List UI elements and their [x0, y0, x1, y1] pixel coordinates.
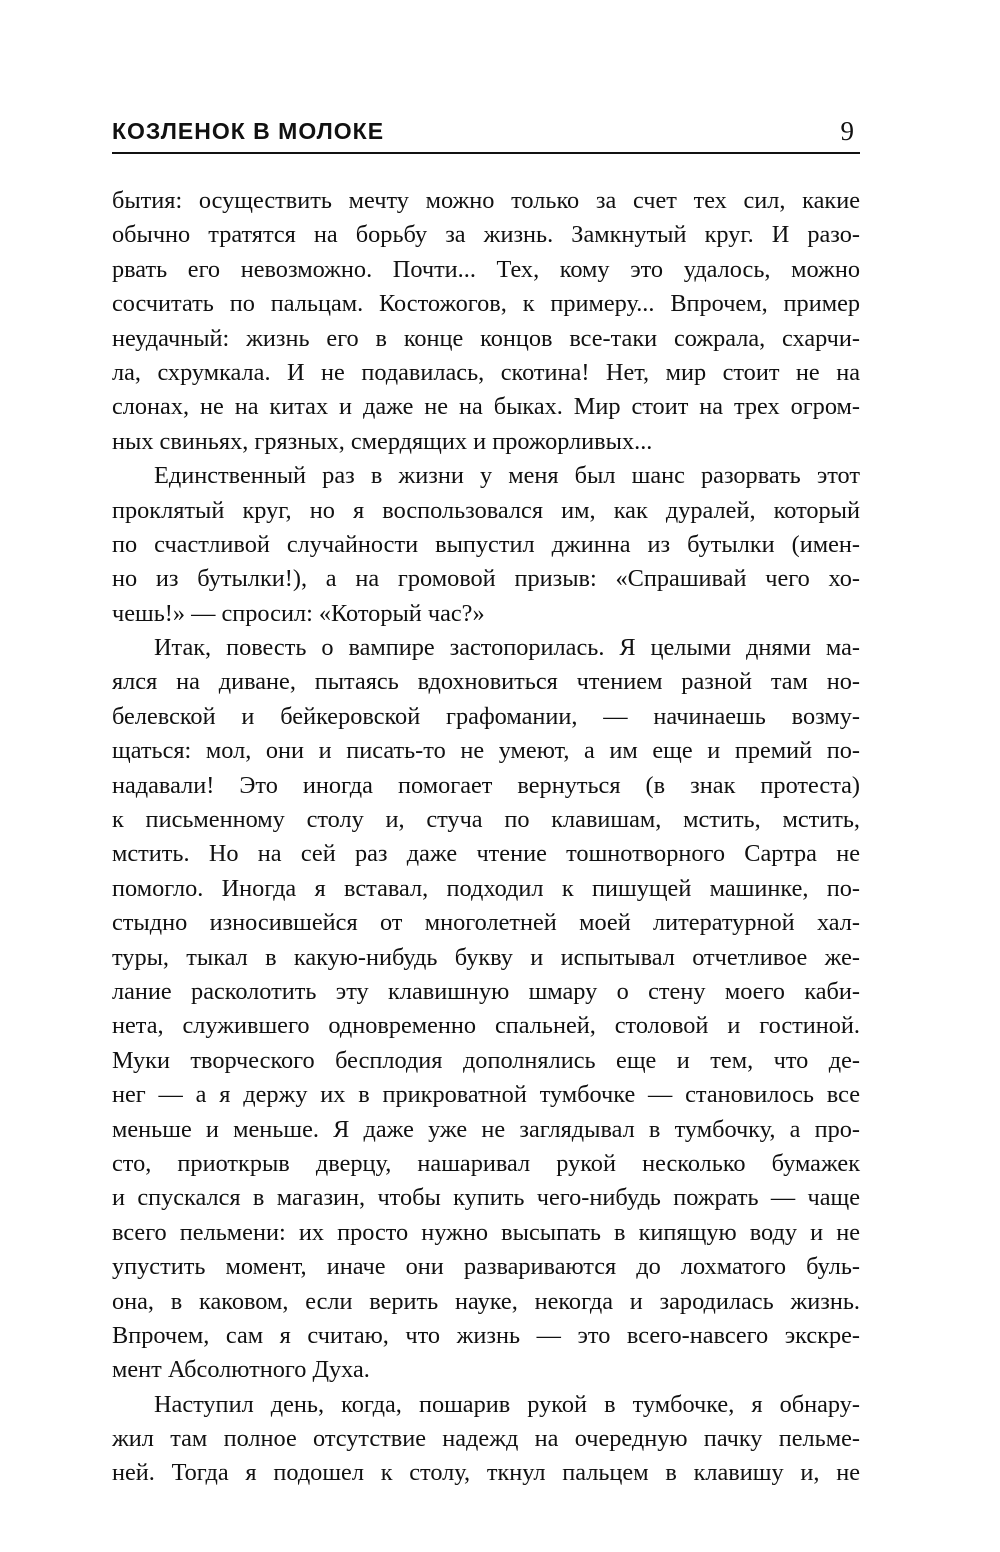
text-line: жил там полное отсутствие надежд на очередную пачку пельме- — [112, 1425, 860, 1453]
text-line: по счастливой случайности выпустил джинна из бутылки (имен- — [112, 530, 860, 558]
page-number: 9 — [840, 116, 854, 146]
text-line: неудачный: жизнь его в конце концов все-таки сожрала, схарчи- — [112, 324, 860, 352]
text-line: лание расколотить эту клавишную шмару о стену моего каби- — [112, 977, 860, 1005]
paragraph — [112, 184, 860, 459]
text-line: упустить момент, иначе они развариваются до лохматого буль- — [112, 1253, 860, 1281]
text-line: стыдно износившейся от многолетней моей литературной хал- — [112, 909, 860, 937]
paragraph — [112, 459, 860, 631]
text-line: белевской и бейкеровской графомании, — начинаешь возму- — [112, 702, 860, 730]
text-line: бытия: осуществить мечту можно только за счет тех сил, какие — [112, 187, 860, 214]
text-line: обычно тратятся на борьбу за жизнь. Замкнутый круг. И разо- — [112, 221, 860, 249]
text-line: рвать его невозможно. Почти... Тех, кому это удалось, можно — [112, 255, 860, 283]
running-header — [112, 116, 860, 154]
text-line: но из бутылки!), а на громовой призыв: «Спрашивай чего хо- — [112, 565, 860, 593]
text-line: слонах, не на китах и даже не на быках. Мир стоит на трех огром- — [112, 393, 860, 421]
text-line: сосчитать по пальцам. Костожогов, к примеру... Впрочем, пример — [112, 290, 860, 318]
text-line: проклятый круг, но я воспользовался им, как дуралей, который — [112, 496, 860, 524]
text-line: Итак, повесть о вампире застопорилась. Я целыми днями ма- — [154, 634, 860, 662]
text-line: Муки творческого бесплодия дополнялись еще и тем, что де- — [112, 1046, 860, 1074]
text-line: ялся на диване, пытаясь вдохновиться чтением разной там но- — [112, 668, 860, 696]
text-line: и спускался в магазин, чтобы купить чего-нибудь пожрать — чаще — [112, 1184, 860, 1212]
text-line: нег — а я держу их в прикроватной тумбочке — становилось все — [112, 1081, 860, 1109]
text-line: всего пельмени: их просто нужно высыпать в кипящую воду и не — [112, 1218, 860, 1246]
paragraph — [112, 631, 860, 1388]
text-line: ла, схрумкала. И не подавилась, скотина! Нет, мир стоит не на — [112, 358, 860, 386]
text-line: помогло. Иногда я вставал, подходил к пишущей машинке, по- — [112, 874, 860, 902]
text-line: она, в каковом, если верить науке, некогда и зародилась жизнь. — [112, 1287, 860, 1315]
text-line: мстить. Но на сей раз даже чтение тошнотворного Сартра не — [112, 840, 860, 868]
body-text — [112, 184, 860, 1491]
text-line: нета, служившего одновременно спальней, столовой и гостиной. — [112, 1012, 860, 1040]
text-line: мент Абсолютного Духа. — [112, 1356, 370, 1384]
text-line: Единственный раз в жизни у меня был шанс разорвать этот — [154, 462, 860, 490]
text-line: к письменному столу и, стуча по клавишам, мстить, мстить, — [112, 806, 860, 834]
paragraph — [112, 1388, 860, 1491]
text-line: меньше и меньше. Я даже уже не заглядывал в тумбочку, а про- — [112, 1115, 860, 1143]
text-line: Впрочем, сам я считаю, что жизнь — это всего-навсего экскре- — [112, 1321, 860, 1349]
running-title: КОЗЛЕНОК В МОЛОКЕ — [112, 118, 385, 144]
text-line: Наступил день, когда, пошарив рукой в тумбочке, я обнару- — [154, 1390, 860, 1418]
text-line: ных свиньях, грязных, смердящих и прожорливых... — [112, 427, 653, 455]
text-line: щаться: мол, они и писать-то не умеют, а им еще и премий по- — [112, 737, 860, 765]
text-line: чешь!» — спросил: «Который час?» — [112, 599, 485, 627]
text-line: ней. Тогда я подошел к столу, ткнул пальцем в клавишу и, не — [112, 1459, 860, 1487]
text-line: туры, тыкал в какую-нибудь букву и испытывал отчетливое же- — [112, 943, 860, 971]
text-line: надавали! Это иногда помогает вернуться (в знак протеста) — [112, 771, 860, 799]
text-line: сто, приоткрыв дверцу, нашаривал рукой несколько бумажек — [112, 1149, 860, 1177]
